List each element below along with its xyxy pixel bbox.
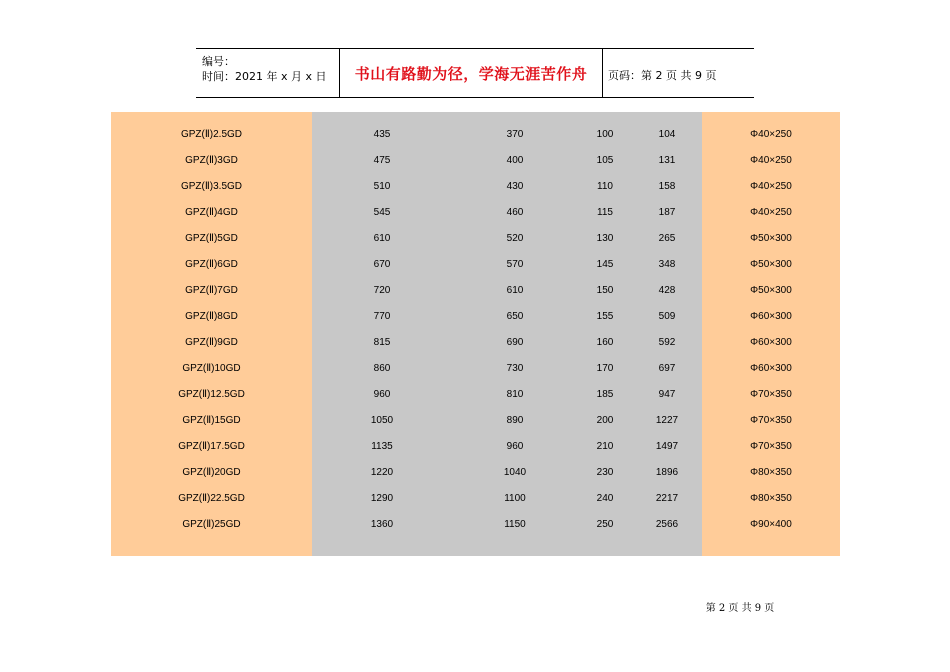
value-d-cell: 509 xyxy=(658,311,676,322)
value-d-cell: 265 xyxy=(658,233,676,244)
value-a-cell: 860 xyxy=(373,363,391,374)
value-d-cell: 158 xyxy=(658,181,676,192)
value-a-cell: 435 xyxy=(373,129,391,140)
value-a-cell: 815 xyxy=(373,337,391,348)
model-cell: GPZ(Ⅱ)7GD xyxy=(185,285,238,296)
value-a-cell: 610 xyxy=(373,233,391,244)
value-c-cell: 115 xyxy=(597,207,613,218)
value-a-cell: 1135 xyxy=(371,441,393,452)
value-c-cell: 155 xyxy=(596,311,614,322)
value-a-cell: 720 xyxy=(373,285,391,296)
serial-label: 编号： xyxy=(202,55,235,68)
table-row xyxy=(111,460,840,486)
bolt-size-cell: Φ70×350 xyxy=(750,415,792,426)
table-row xyxy=(111,200,840,226)
bolt-size-cell: Φ90×400 xyxy=(750,519,792,530)
header-info-cell xyxy=(196,49,339,97)
table-row xyxy=(111,434,840,460)
value-b-cell: 570 xyxy=(506,259,524,270)
value-c-cell: 185 xyxy=(596,389,614,400)
value-a-cell: 475 xyxy=(373,155,391,166)
value-d-cell: 104 xyxy=(658,129,676,140)
model-cell: GPZ(Ⅱ)6GD xyxy=(185,259,238,270)
value-b-cell: 460 xyxy=(506,207,524,218)
model-cell: GPZ(Ⅱ)12.5GD xyxy=(178,389,245,400)
value-b-cell: 610 xyxy=(506,285,524,296)
table-row xyxy=(111,252,840,278)
table-row xyxy=(111,330,840,356)
value-c-cell: 200 xyxy=(596,415,614,426)
value-c-cell: 110 xyxy=(597,181,613,192)
model-cell: GPZ(Ⅱ)20GD xyxy=(182,467,241,478)
bolt-size-cell: Φ50×300 xyxy=(750,233,792,244)
value-d-cell: 2217 xyxy=(655,493,679,504)
value-b-cell: 890 xyxy=(506,415,524,426)
value-c-cell: 100 xyxy=(596,129,614,140)
motto-text: 书山有路勤为径，学海无涯苦作舟 xyxy=(354,64,588,83)
table-row xyxy=(111,148,840,174)
value-c-cell: 210 xyxy=(596,441,614,452)
model-cell: GPZ(Ⅱ)10GD xyxy=(182,363,241,374)
value-d-cell: 131 xyxy=(658,155,676,166)
bolt-size-cell: Φ50×300 xyxy=(750,285,792,296)
model-cell: GPZ(Ⅱ)3.5GD xyxy=(180,181,243,192)
value-a-cell: 670 xyxy=(373,259,391,270)
bolt-size-cell: Φ50×300 xyxy=(750,259,792,270)
value-b-cell: 1150 xyxy=(504,519,526,530)
bolt-size-cell: Φ40×250 xyxy=(750,129,792,140)
value-d-cell: 2566 xyxy=(655,519,679,530)
model-cell: GPZ(Ⅱ)9GD xyxy=(185,337,238,348)
model-cell: GPZ(Ⅱ)8GD xyxy=(185,311,238,322)
value-b-cell: 690 xyxy=(506,337,524,348)
value-c-cell: 240 xyxy=(596,493,614,504)
model-cell: GPZ(Ⅱ)15GD xyxy=(182,415,241,426)
bolt-size-cell: Φ60×300 xyxy=(750,337,792,348)
header-page-cell xyxy=(602,49,754,97)
value-c-cell: 145 xyxy=(596,259,614,270)
value-d-cell: 592 xyxy=(658,337,676,348)
value-d-cell: 1896 xyxy=(655,467,679,478)
value-b-cell: 370 xyxy=(506,129,524,140)
table-row xyxy=(111,278,840,304)
bolt-size-cell: Φ60×300 xyxy=(750,363,792,374)
model-cell: GPZ(Ⅱ)17.5GD xyxy=(178,441,245,452)
page-code: 页码：第 2 页 共 9 页 xyxy=(608,69,717,82)
bolt-size-cell: Φ40×250 xyxy=(750,207,792,218)
table-row xyxy=(111,512,840,538)
bolt-size-cell: Φ40×250 xyxy=(750,181,792,192)
page-header xyxy=(196,48,754,98)
value-c-cell: 250 xyxy=(596,519,614,530)
value-a-cell: 510 xyxy=(373,181,391,192)
value-a-cell: 1050 xyxy=(370,415,394,426)
bolt-size-cell: Φ80×350 xyxy=(750,493,792,504)
value-b-cell: 1040 xyxy=(503,467,527,478)
time-label: 时间：2021 年 x 月 x 日 xyxy=(202,70,327,83)
value-d-cell: 348 xyxy=(658,259,676,270)
value-b-cell: 400 xyxy=(506,155,524,166)
value-d-cell: 947 xyxy=(658,389,676,400)
value-c-cell: 150 xyxy=(596,285,614,296)
spec-table xyxy=(111,112,840,556)
value-a-cell: 545 xyxy=(373,207,391,218)
value-b-cell: 1100 xyxy=(504,493,526,504)
value-b-cell: 650 xyxy=(506,311,524,322)
value-a-cell: 1360 xyxy=(370,519,394,530)
value-c-cell: 170 xyxy=(596,363,614,374)
value-a-cell: 960 xyxy=(373,389,391,400)
value-c-cell: 130 xyxy=(596,233,614,244)
model-cell: GPZ(Ⅱ)5GD xyxy=(185,233,238,244)
table-row xyxy=(111,356,840,382)
table-row xyxy=(111,382,840,408)
value-b-cell: 520 xyxy=(506,233,524,244)
model-cell: GPZ(Ⅱ)25GD xyxy=(182,519,241,530)
model-cell: GPZ(Ⅱ)3GD xyxy=(185,155,238,166)
table-row xyxy=(111,226,840,252)
value-a-cell: 1290 xyxy=(370,493,394,504)
table-row xyxy=(111,304,840,330)
value-d-cell: 1497 xyxy=(655,441,679,452)
model-cell: GPZ(Ⅱ)4GD xyxy=(185,207,238,218)
bolt-size-cell: Φ80×350 xyxy=(750,467,792,478)
value-d-cell: 187 xyxy=(658,207,676,218)
model-cell: GPZ(Ⅱ)2.5GD xyxy=(180,129,243,140)
value-d-cell: 697 xyxy=(658,363,676,374)
value-b-cell: 430 xyxy=(506,181,524,192)
table-row xyxy=(111,174,840,200)
table-row xyxy=(111,122,840,148)
value-b-cell: 960 xyxy=(506,441,524,452)
bolt-size-cell: Φ70×350 xyxy=(750,441,792,452)
model-cell: GPZ(Ⅱ)22.5GD xyxy=(178,493,245,504)
bolt-size-cell: Φ40×250 xyxy=(750,155,792,166)
bolt-size-cell: Φ60×300 xyxy=(750,311,792,322)
bolt-size-cell: Φ70×350 xyxy=(750,389,792,400)
value-d-cell: 428 xyxy=(658,285,676,296)
header-motto-cell xyxy=(339,49,603,97)
table-row xyxy=(111,486,840,512)
value-c-cell: 105 xyxy=(596,155,614,166)
value-b-cell: 810 xyxy=(506,389,524,400)
value-a-cell: 770 xyxy=(373,311,391,322)
value-c-cell: 160 xyxy=(596,337,614,348)
table-row xyxy=(111,408,840,434)
value-c-cell: 230 xyxy=(596,467,614,478)
value-a-cell: 1220 xyxy=(370,467,394,478)
value-d-cell: 1227 xyxy=(655,415,679,426)
page-footer: 第 2 页 共 9 页 xyxy=(705,603,775,614)
value-b-cell: 730 xyxy=(506,363,524,374)
